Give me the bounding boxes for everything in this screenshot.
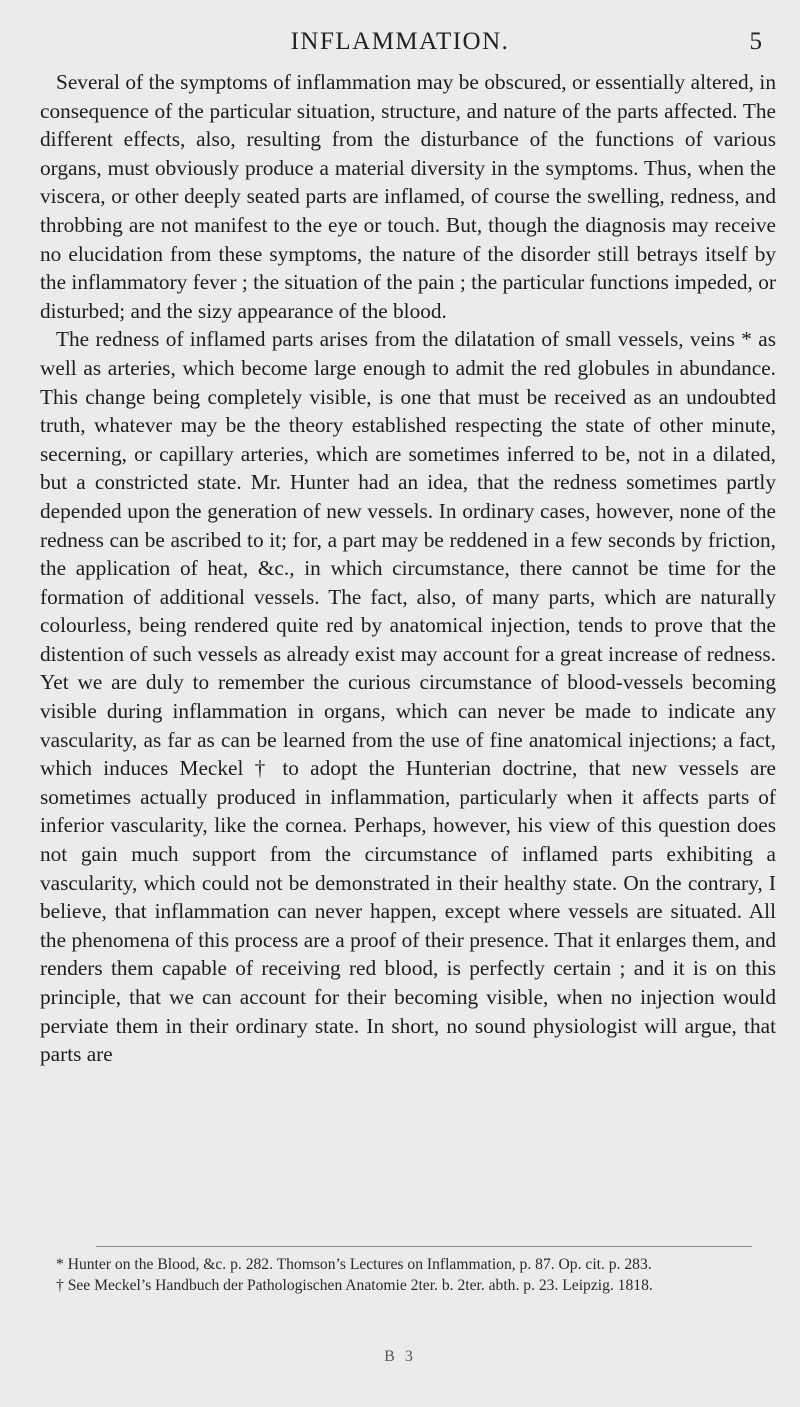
footnote-hunter: * Hunter on the Blood, &c. p. 282. Thomson’s Lectures on Inflammation, p. 87. Op. cit. p. 283. (56, 1256, 652, 1273)
running-head (0, 8, 800, 58)
signature-mark: B 3 (384, 1348, 416, 1365)
page-number: 5 (749, 28, 762, 55)
footnote-meckel: † See Meckel’s Handbuch der Pathologischen Anatomie 2ter. b. 2ter. abth. p. 23. Leipzig. 1818. (56, 1277, 653, 1294)
body-text (40, 68, 776, 1069)
paragraph-redness: The redness of inflamed parts arises from the dilatation of small vessels, veins * as well as arteries, which become large enough to admit the red globules in abundance. This change being completely visible, is one that must be received as an undoubted truth, whatever may be the theory established respecting the state of other minute, secerning, or capillary arteries, which are sometimes inferred to be, not in a dilated, but a constricted state. Mr. Hunter had an idea, that the redness sometimes partly depended upon the generation of new vessels. In ordinary cases, however, none of the redness can be ascribed to it; for, a part may be reddened in a few seconds by friction, the application of heat, &c., in which circumstance, there cannot be time for the formation of additional vessels. The fact, also, of many parts, which are naturally colourless, being rendered quite red by anatomical injection, tends to prove that the distention of such vessels as already exist may account for a great increase of redness. Yet we are duly to remember the curious circumstance of blood-vessels becoming visible during inflammation in organs, which can never be made to indicate any vascularity, as far as can be learned from the use of fine anatomical injections; a fact, which induces Meckel † to adopt the Hunterian doctrine, that new vessels are sometimes actually produced in inflammation, particularly when it affects parts of inferior vascularity, like the cornea. Perhaps, however, his view of this question does not gain much support from the circumstance of inflamed parts exhibiting a vascularity, which could not be demonstrated in their healthy state. On the contrary, I believe, that inflammation can never happen, except where vessels are situated. All the phenomena of this process are a proof of their presence. That it enlarges them, and renders them capable of receiving red blood, is perfectly certain ; and it is on this principle, that we can account for their becoming visible, when no injection would perviate them in their ordinary state. In short, no sound physiologist will argue, that parts are (40, 327, 776, 1067)
paragraph-symptoms: Several of the symptoms of inflammation may be obscured, or essentially altered, in consequence of the particular situation, structure, and nature of the parts affected. The different effects, also, resulting from the disturbance of the functions of various organs, must obviously produce a material diversity in the symptoms. Thus, when the viscera, or other deeply seated parts are inflamed, of course the swelling, redness, and throbbing are not manifest to the eye or touch. But, though the diagnosis may receive no elucidation from these symptoms, the nature of the disorder still betrays itself by the inflammatory fever ; the situation of the pain ; the particular functions impeded, or disturbed; and the sizy appearance of the blood. (40, 70, 776, 323)
footnote-divider (96, 1246, 752, 1247)
footnotes (40, 1254, 776, 1296)
page-title: INFLAMMATION. (290, 28, 510, 55)
